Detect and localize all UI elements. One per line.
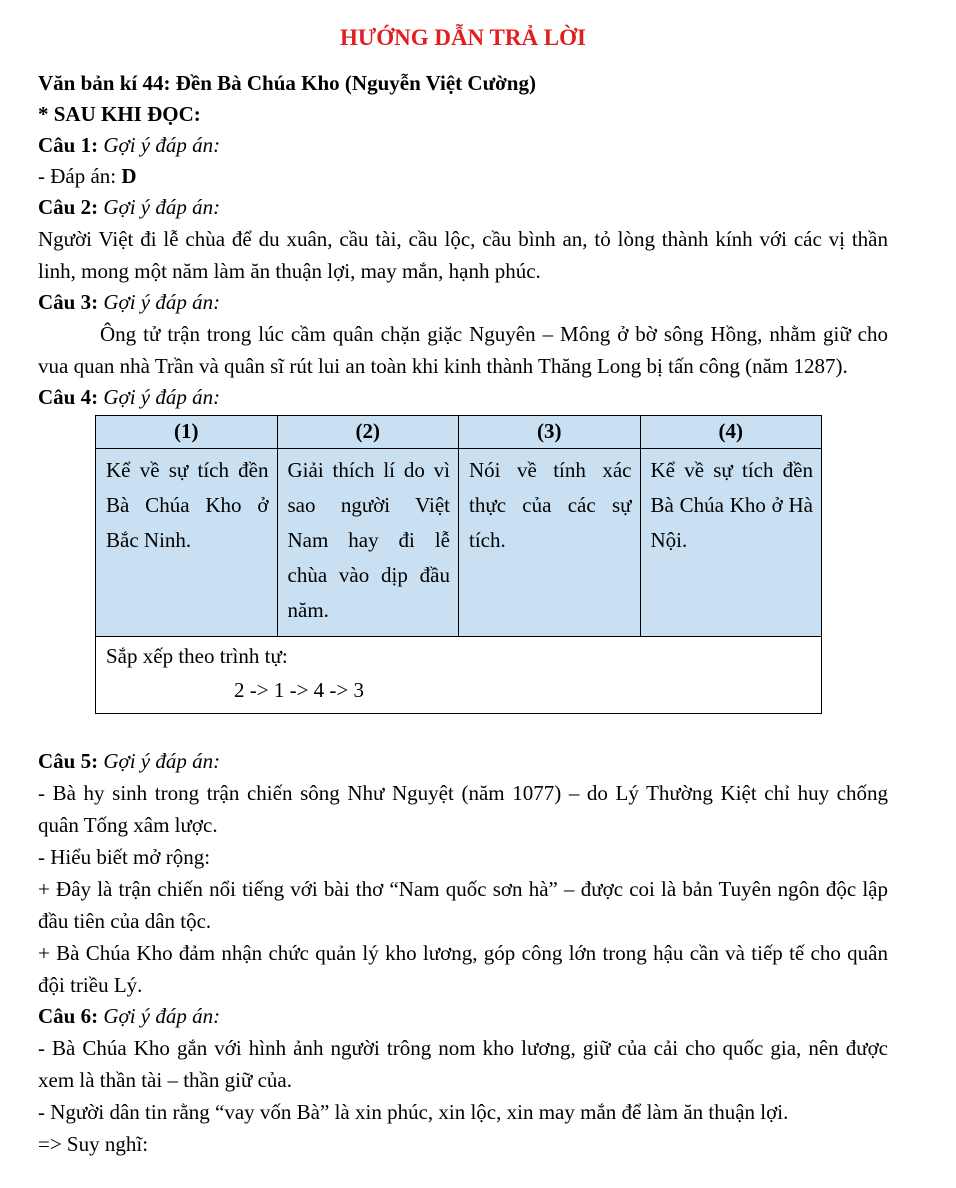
answer-2: Người Việt đi lễ chùa để du xuân, cầu tài, cầu lộc, cầu bình an, tỏ lòng thành kính với các vị thần linh, mong một năm làm ăn thuận lợi, may mắn, hạnh phúc. bbox=[38, 227, 888, 283]
section-heading: * SAU KHI ĐỌC: bbox=[38, 102, 201, 126]
question-3 bbox=[38, 287, 888, 318]
table-header: (1) bbox=[96, 416, 278, 449]
hint-text: Gợi ý đáp án: bbox=[103, 133, 221, 157]
answer-1 bbox=[38, 161, 888, 192]
order-label: Sắp xếp theo trình tự: bbox=[106, 644, 288, 668]
question-label: Câu 1: bbox=[38, 133, 99, 157]
order-cell bbox=[96, 637, 822, 714]
answer-6-line-3: => Suy nghĩ: bbox=[38, 1132, 149, 1156]
answer-6-line-1: - Bà Chúa Kho gắn với hình ảnh người trông nom kho lương, giữ của cải cho quốc gia, nên được xem là thần tài – thần giữ của. bbox=[38, 1036, 888, 1092]
answer-5-line-1: - Bà hy sinh trong trận chiến sông Như Nguyệt (năm 1077) – do Lý Thường Kiệt chỉ huy chống quân Tống xâm lược. bbox=[38, 781, 888, 837]
question-2 bbox=[38, 192, 888, 223]
text-heading: Văn bản kí 44: Đền Bà Chúa Kho (Nguyễn Việt Cường) bbox=[38, 71, 536, 95]
table-header: (3) bbox=[459, 416, 641, 449]
table-header: (4) bbox=[640, 416, 822, 449]
question-4 bbox=[38, 382, 888, 413]
answer-prefix: - Đáp án: bbox=[38, 164, 122, 188]
question-label: Câu 6: bbox=[38, 1004, 99, 1028]
question-label: Câu 2: bbox=[38, 195, 99, 219]
answer-value: D bbox=[121, 164, 137, 188]
question-label: Câu 4: bbox=[38, 385, 99, 409]
answer-5-line-4: + Bà Chúa Kho đảm nhận chức quản lý kho lương, góp công lớn trong hậu cần và tiếp tế cho quân đội triều Lý. bbox=[38, 941, 888, 997]
question-label: Câu 3: bbox=[38, 290, 99, 314]
question-label: Câu 5: bbox=[38, 749, 99, 773]
table-header: (2) bbox=[277, 416, 459, 449]
hint-text: Gợi ý đáp án: bbox=[103, 195, 221, 219]
hint-text: Gợi ý đáp án: bbox=[103, 1004, 221, 1028]
question-6 bbox=[38, 1001, 888, 1032]
page-title: HƯỚNG DẪN TRẢ LỜI bbox=[340, 25, 586, 50]
document-page bbox=[38, 14, 888, 1160]
answer-5-line-3: + Đây là trận chiến nổi tiếng với bài thơ “Nam quốc sơn hà” – được coi là bản Tuyên ngôn độc lập đầu tiên của dân tộc. bbox=[38, 877, 888, 933]
question-5 bbox=[38, 746, 888, 777]
hint-text: Gợi ý đáp án: bbox=[103, 290, 221, 314]
hint-text: Gợi ý đáp án: bbox=[103, 385, 221, 409]
table-cell: Kể về sự tích đền Bà Chúa Kho ở Hà Nội. bbox=[640, 449, 822, 637]
table-cell: Kể về sự tích đền Bà Chúa Kho ở Bắc Ninh. bbox=[96, 449, 278, 637]
answer-table bbox=[95, 415, 822, 714]
table-cell: Giải thích lí do vì sao người Việt Nam hay đi lễ chùa vào dịp đầu năm. bbox=[277, 449, 459, 637]
answer-6-line-2: - Người dân tin rằng “vay vốn Bà” là xin phúc, xin lộc, xin may mắn để làm ăn thuận lợi. bbox=[38, 1100, 789, 1124]
answer-3: Ông tử trận trong lúc cầm quân chặn giặc Nguyên – Mông ở bờ sông Hồng, nhằm giữ cho vua quan nhà Trần và quân sĩ rút lui an toàn khi kinh thành Thăng Long bị tấn công (năm 1287). bbox=[38, 322, 888, 378]
question-1 bbox=[38, 130, 888, 161]
hint-text: Gợi ý đáp án: bbox=[103, 749, 221, 773]
order-sequence: 2 -> 1 -> 4 -> 3 bbox=[234, 678, 365, 702]
table-cell: Nói về tính xác thực của các sự tích. bbox=[459, 449, 641, 637]
answer-5-line-2: - Hiểu biết mở rộng: bbox=[38, 845, 211, 869]
